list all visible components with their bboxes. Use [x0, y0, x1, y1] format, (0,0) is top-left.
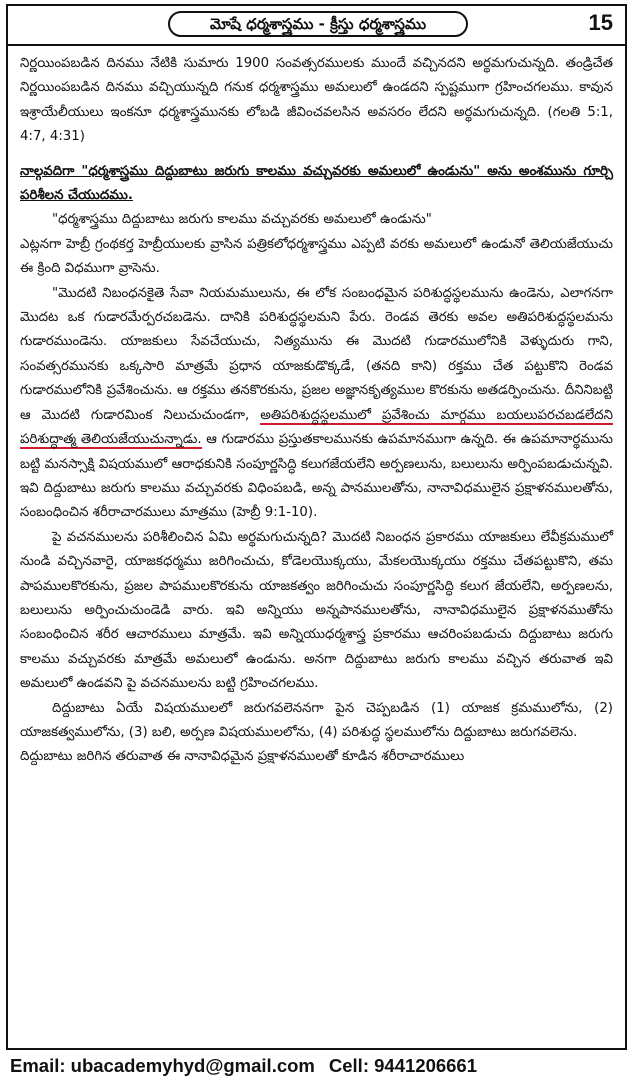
page-number: 15 — [588, 10, 613, 35]
paragraph-6: దిద్దుబాటు జరిగిన తరువాత ఈ నానావిధమైన ప్రక్షాళనములతో కూడిన శరీరాచారములు — [20, 749, 465, 765]
paragraph-3-part-a: "మొదటి నిబంధనకైతె సేవా నియమములును, ఈ లోక సంబంధమైన పరిశుద్ధస్థలమును ఉండెను, ఎలాగనగా మొదట ఒక గుడారమేర్పరచబడెను. దానికి పరిశుద్ధస్థలమని పేరు. రెండవ తెరకు అవల అతిపరిశుద్ధస్థలమను గుడారముండెను. యాజకులు సేవచేయుచు, నిత్యమును ఈ మొదటి గుడారములోనికి వెళ్ళుదురు గాని, సంవత్సరమునకు ఒక్కసారి మాత్రమే ప్రధాన యాజకుడొక్కడే, (తనది కాని) రక్తము చేత పట్టుకొని రెండవ గుడారములోనికి ప్రవేశించును. ఆ రక్తము తనకొరకును, ప్రజల అజ్ఞానకృత్యముల కొరకును అతడర్పించును. దీనినిబట్టి ఆ మొదటి గుడారమింక నిలుచుచుండగా, — [20, 285, 613, 423]
paragraph-2: ఎట్లనగా హెబ్రీ గ్రంథకర్త హెబ్రీయులకు వ్రాసిన పత్రికలోధర్మశాస్త్రము ఎప్పటి వరకు అమలులో ఉండునో తెలియజేయుచు ఈ క్రింది విధముగా వ్రాసెను. — [20, 236, 613, 277]
contact-footer — [6, 1050, 627, 1082]
paragraph-3 — [20, 282, 613, 526]
paragraph-1: నిర్ణయింపబడిన దినము నేటికి సుమారు 1900 సంవత్సరములకు ముందే వచ్చినదని అర్థమగుచున్నది. తండ్రిచేత నిర్ణయింపబడిన దినము వచ్చియున్నది గనుక ధర్మశాస్త్రము అమలులో ఉండదని స్పష్టముగా గ్రహించగలము. కావున ఇశ్రాయేలీయులు ఇంకనూ ధర్మశాస్త్రమునకు లోబడి జీవించవలసిన అవసరం లేదని అర్థమగుచున్నది. (గలతి 5:1, 4:7, 4:31) — [20, 56, 613, 145]
paragraph-3-part-b: ఆ గుడారము ప్రస్తుతకాలమునకు ఉపమానముగా ఉన్నది. ఈ ఉపమానార్థమును బట్టి మనస్సాక్షి విషయములో ఆరాధకునికి సంపూర్ణసిద్ధి కలుగజేయలేని అర్పణలును, బలులును అర్పింపబడుచున్నవి. ఇవి దిద్దుబాటు జరుగు కాలము వచ్చువరకు విధింపబడి, అన్న పానములతోను, నానావిధములైన ప్రక్షాళనములతోను, సంబంధించిన శరీరాచారములు మాత్రము (హెబ్రీ 9:1-10). — [20, 432, 613, 521]
paragraph-4: పై వచనములను పరిశీలించిన ఏమి అర్థమగుచున్నది? మొదటి నిబంధన ప్రకారము యాజకులు లేవీక్రమములో నుండి వచ్చినవారై, యాజకధర్మము జరిగించుచు, కోడెలయొక్కయు, మేకలయొక్కయు రక్తము చేతపట్టుకొని, తమ పాపములకొరకును, ప్రజల పాపములకొరకును యాజకత్వం జరిగించుచు సంపూర్ణసిద్ధి కలుగ జేయలేని, అర్పణలను, బలులును అర్పించుచుండెడి వారు. ఇవి అన్నియు అన్నపానములతోను, నానావిధములైన ప్రక్షాళనముతోను సంబంధించిన శరీర ఆచారములు మాత్రమే. ఇవి అన్నియుధర్మశాస్త్ర ప్రకారము ఆచరింపబడుచు దిద్దుబాటు జరుగు కాలము వచ్చువరకు మాత్రమే అమలులో ఉండును. అనగా దిద్దుబాటు జరుగు కాలము వచ్చిన తరువాత ఇవి అమలులో ఉండవని పై వచనములను బట్టి గ్రహించగలము. — [20, 529, 613, 692]
page-header — [8, 6, 625, 46]
red-underlined-passage: అతిపరిశుద్ధస్థలములో ప్రవేశించు మార్గము బయలుపరచబడలేదని పరిశుద్ధాత్మ తెలియజేయుచున్నాడు. — [20, 407, 613, 448]
document-page — [6, 4, 627, 1050]
page-body — [8, 46, 625, 770]
page-title: మోషే ధర్మశాస్త్రము - క్రీస్తు ధర్మశాస్త్రము — [168, 11, 468, 37]
section-heading: నాల్గవదిగా "ధర్మశాస్త్రము దిద్దుబాటు జరుగు కాలము వచ్చువరకు అమలులో ఉండును" అను అంశమును గూర్చి పరిశీలన చేయుదము. — [20, 163, 613, 204]
paragraph-5: దిద్దుబాటు ఏయే విషయములలో జరుగవలెననగా పైన చెప్పబడిన (1) యాజక క్రమములోను, (2) యాజకత్వములోను, (3) బలి, అర్పణ విషయములలోను, (4) పరిశుద్ధ స్థలములోను దిద్దుబాటు జరుగవలెను. — [20, 700, 613, 740]
cell-text: Cell: 9441206661 — [328, 1055, 478, 1076]
quote-line: "ధర్మశాస్త్రము దిద్దుబాటు జరుగు కాలము వచ్చువరకు అమలులో ఉండును" — [52, 212, 432, 228]
email-text: Email: ubacademyhyd@gmail.com — [10, 1055, 315, 1076]
